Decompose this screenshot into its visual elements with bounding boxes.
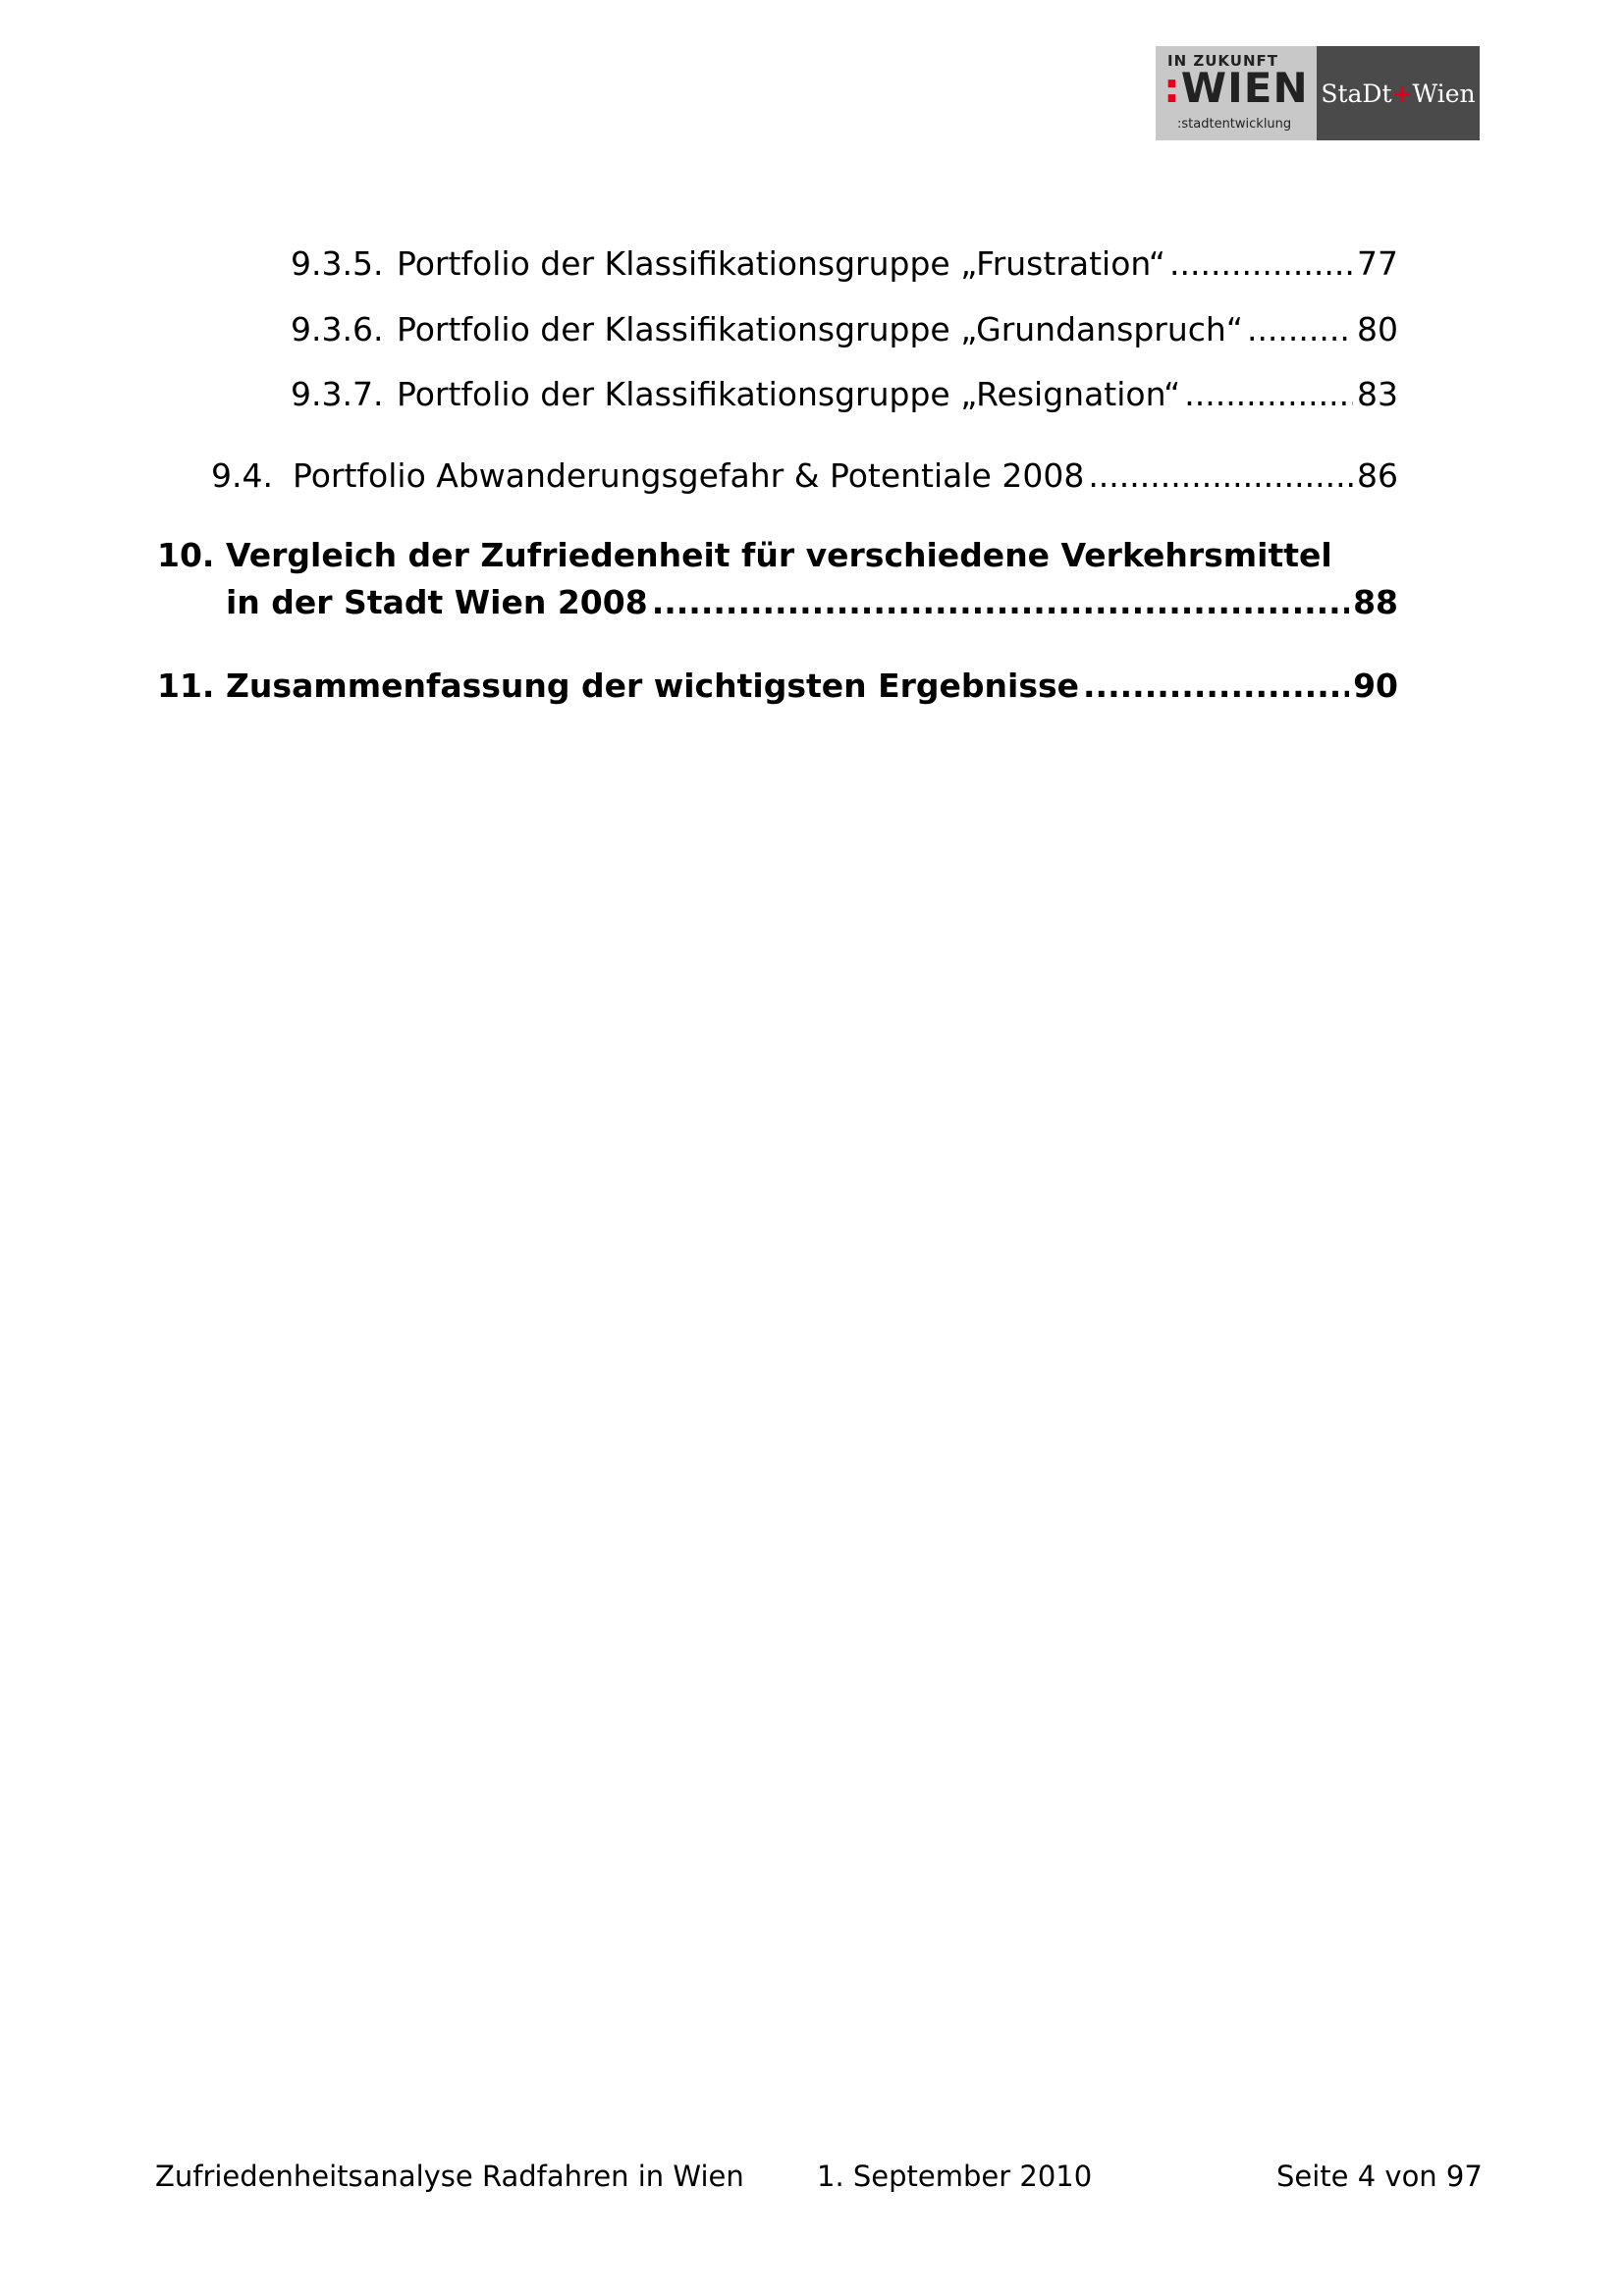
- toc-title: Portfolio der Klassifikationsgruppe „Grundanspruch“: [397, 310, 1243, 348]
- toc-page-number: 88: [1353, 583, 1398, 621]
- toc-title: Zusammenfassung der wichtigsten Ergebnisse: [226, 667, 1080, 705]
- toc-leader: [1184, 377, 1353, 412]
- toc-entry[interactable]: [291, 246, 1398, 282]
- footer-document-title: Zufriedenheitsanalyse Radfahren in Wien: [155, 2160, 744, 2193]
- toc-number: 10.: [157, 536, 215, 574]
- toc-entry-chapter-10[interactable]: [157, 538, 1398, 573]
- stadt-wien-wordmark: StaDt+Wien: [1317, 46, 1480, 140]
- logo-top-text: IN ZUKUNFT: [1167, 52, 1278, 70]
- toc-title: Portfolio der Klassifikationsgruppe „Resignation“: [397, 375, 1181, 413]
- toc-entry[interactable]: [291, 312, 1398, 347]
- toc-leader: [652, 585, 1349, 620]
- in-zukunft-wien-logo: [1156, 46, 1317, 140]
- footer-page-number: Seite 4 von 97: [1276, 2160, 1483, 2193]
- toc-entry[interactable]: [291, 377, 1398, 412]
- toc-title: Portfolio Abwanderungsgefahr & Potentiale 2008: [293, 456, 1085, 495]
- toc-number: 9.4.: [211, 456, 273, 495]
- toc-number: 9.3.5.: [291, 244, 384, 283]
- toc-leader: [1169, 246, 1353, 282]
- toc-page-number: 80: [1357, 310, 1398, 348]
- toc-page-number: 77: [1357, 244, 1398, 283]
- toc-title-line1: Vergleich der Zufriedenheit für verschiedene Verkehrsmittel: [226, 536, 1332, 574]
- toc-title-line2: in der Stadt Wien 2008: [226, 583, 648, 621]
- toc-number: 9.3.7.: [291, 375, 384, 413]
- toc-title: Portfolio der Klassifikationsgruppe „Frustration“: [397, 244, 1166, 283]
- logo-sub-text: :stadtentwicklung: [1177, 117, 1292, 132]
- toc-entry-chapter-11[interactable]: [157, 668, 1398, 704]
- logo-wien-text: :WIEN: [1163, 64, 1309, 112]
- toc-page-number: 86: [1357, 456, 1398, 495]
- toc-number: 9.3.6.: [291, 310, 384, 348]
- cross-icon: +: [1391, 79, 1413, 108]
- toc-page-number: 83: [1357, 375, 1398, 413]
- stadt-wien-logo: [1156, 46, 1480, 140]
- toc-entry[interactable]: [211, 458, 1398, 494]
- toc-leader: [1247, 312, 1353, 347]
- toc-number: 11.: [157, 667, 215, 705]
- toc-entry-chapter-10-cont[interactable]: [226, 585, 1398, 620]
- footer-date: 1. September 2010: [817, 2160, 1093, 2193]
- toc-leader: [1088, 458, 1353, 494]
- toc-leader: [1083, 668, 1349, 704]
- toc-page-number: 90: [1353, 667, 1398, 705]
